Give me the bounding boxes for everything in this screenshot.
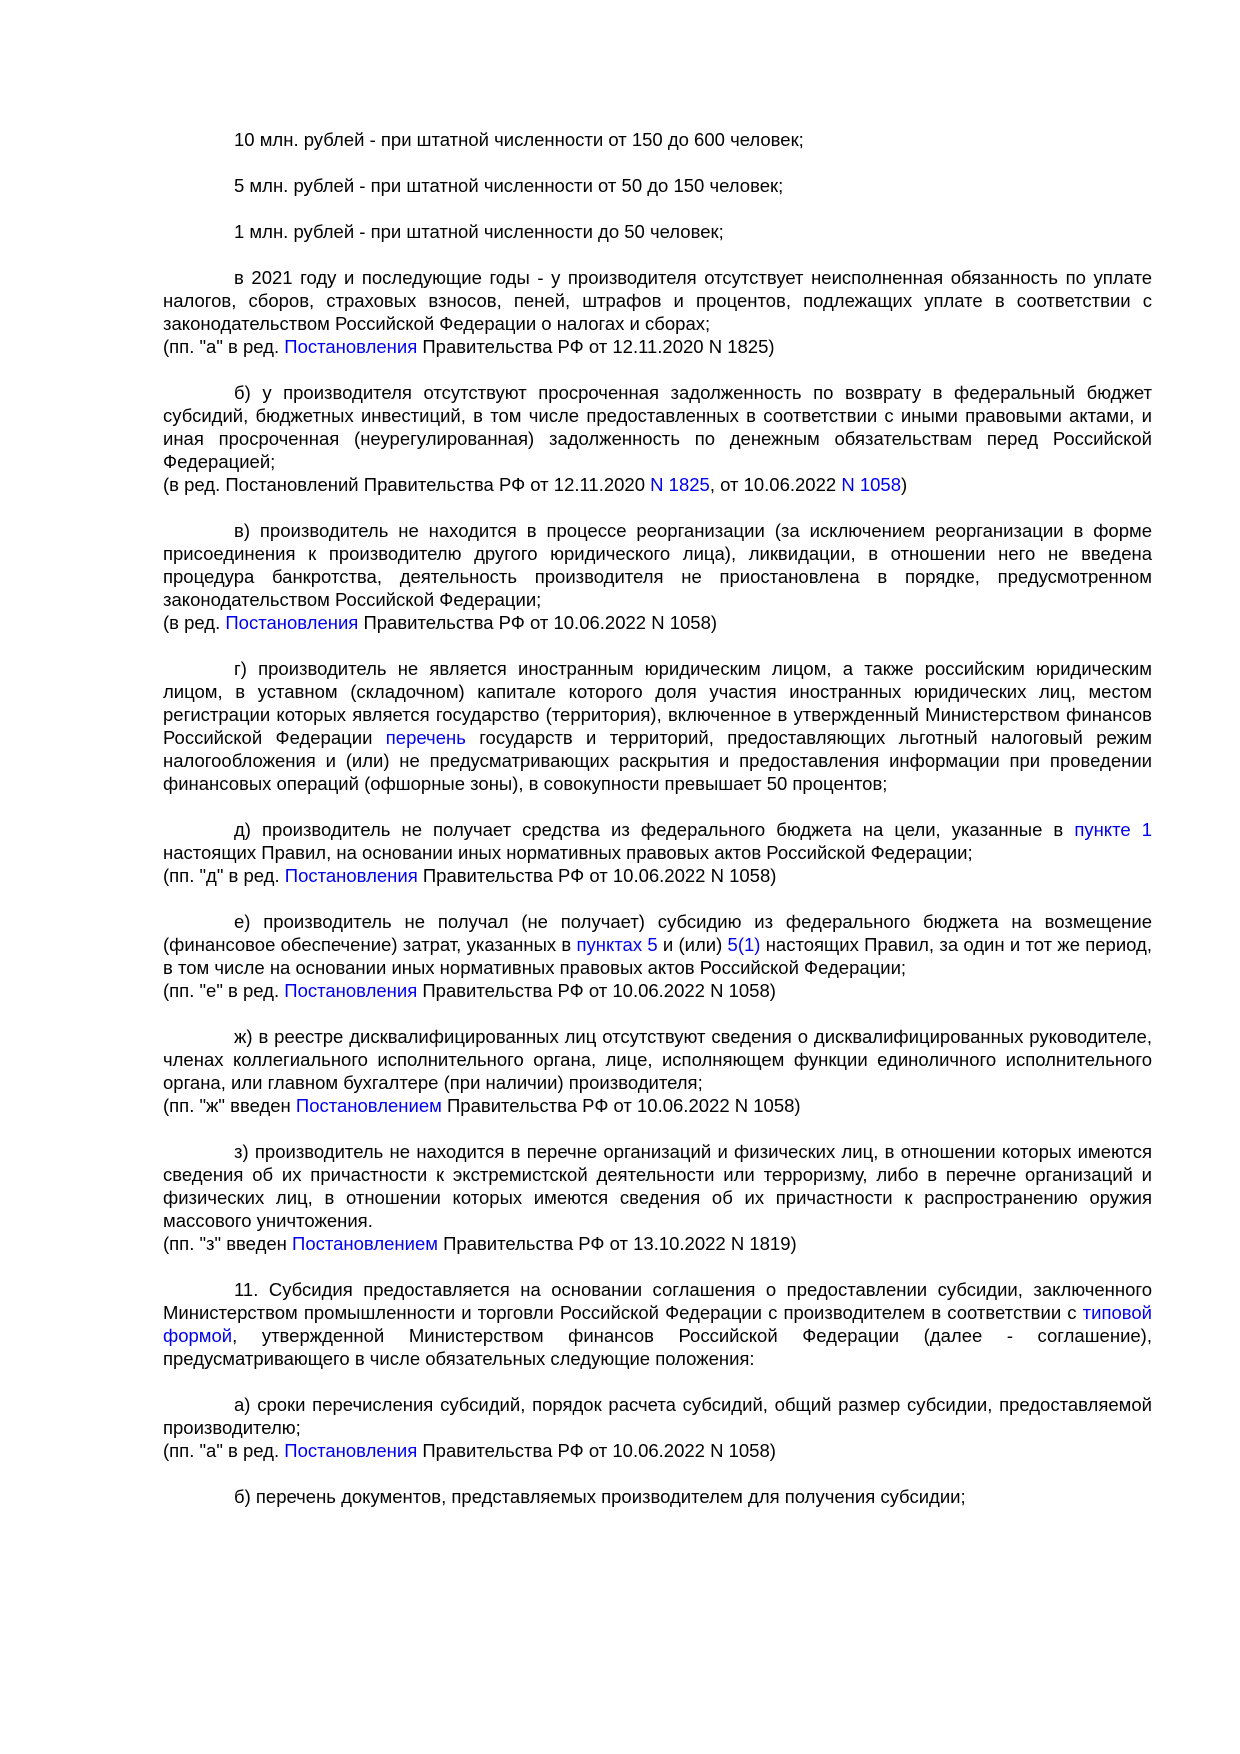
text-segment: б) перечень документов, представляемых производителем для получения субсидии; [234, 1486, 966, 1507]
text-segment: (в ред. [163, 612, 226, 633]
text-segment: Правительства РФ от 10.06.2022 N 1058) [417, 865, 777, 886]
paragraph [163, 381, 1152, 473]
document-link[interactable]: Постановлением [292, 1233, 438, 1254]
text-segment: и (или) [657, 934, 728, 955]
text-segment: в 2021 году и последующие годы - у производителя отсутствует неисполненная обязанность по уплате налогов, сборов, страховых взносов, пеней, штрафов и процентов, подлежащих уплате в соответствии с законодательством Российской Федерации о налогах и сборах; [163, 267, 1152, 334]
edition-note-paragraph [163, 1232, 1152, 1255]
text-segment: (пп. "е" в ред. [163, 980, 285, 1001]
text-segment: настоящих Правил, за один и тот же период, в том числе на основании иных нормативных правовых актов Российской Федерации; [163, 934, 1152, 978]
paragraph [163, 1140, 1152, 1232]
paragraph [163, 1025, 1152, 1094]
text-segment: государств и территорий, предоставляющих льготный налоговый режим налогообложения и (или) не предусматривающих раскрытия и предоставления информации при проведении финансовых операций (офшорные зоны), в совокупности превышает 50 процентов; [163, 727, 1152, 794]
document-link[interactable]: Постановлением [295, 1095, 442, 1116]
paragraph [163, 657, 1152, 795]
text-segment: (пп. "а" в ред. [163, 1440, 285, 1461]
text-segment: Правительства РФ от 13.10.2022 N 1819) [437, 1233, 797, 1254]
text-segment: з) производитель не находится в перечне организаций и физических лиц, в отношении которых имеются сведения об их причастности к экстремистской деятельности или терроризму, либо в перечне организаций и физических лиц, в отношении которых имеются сведения об их причастности к распространению оружия массового уничтожения. [163, 1141, 1152, 1231]
paragraph [163, 174, 1152, 197]
text-segment: Правительства РФ от 10.06.2022 N 1058) [417, 1440, 776, 1461]
text-segment: 11. Субсидия предоставляется на основании соглашения о предоставлении субсидии, заключенного Министерством промышленности и торговли Российской Федерации с производителем в соответствии с [163, 1279, 1152, 1323]
document-link[interactable]: перечень [385, 727, 466, 748]
document-link[interactable]: N 1825 [650, 474, 710, 495]
paragraph [163, 1393, 1152, 1439]
text-segment: (пп. "з" введен [163, 1233, 293, 1254]
paragraph [163, 220, 1152, 243]
text-segment: ) [900, 474, 908, 495]
edition-note-paragraph [163, 1094, 1152, 1117]
text-segment: (пп. "а" в ред. [163, 336, 285, 357]
document-link[interactable]: Постановления [284, 865, 418, 886]
text-segment: , от 10.06.2022 [709, 474, 842, 495]
paragraph [163, 818, 1152, 864]
document-body [163, 128, 1152, 1508]
text-segment: настоящих Правил, на основании иных нормативных правовых актов Российской Федерации; [163, 842, 973, 863]
paragraph [163, 1485, 1152, 1508]
document-link[interactable]: 5(1) [727, 934, 761, 955]
document-link[interactable]: Постановления [284, 1440, 418, 1461]
text-segment: , утвержденной Министерством финансов Российской Федерации (далее - соглашение), предусматривающего в числе обязательных следующие положения: [163, 1325, 1152, 1369]
text-segment: г) производитель не является иностранным юридическим лицом, а также российским юридическим лицом, в уставном (складочном) капитале которого доля участия иностранных юридических лиц, местом регистрации которых является государство (территория), включенное в утвержденный Министерством финансов Российской Федерации [163, 658, 1152, 748]
edition-note-paragraph [163, 979, 1152, 1002]
edition-note-paragraph [163, 1439, 1152, 1462]
document-link[interactable]: Постановления [225, 612, 359, 633]
paragraph [163, 519, 1152, 611]
text-segment: ж) в реестре дисквалифицированных лиц отсутствуют сведения о дисквалифицированных руководителе, членах коллегиального исполнительного органа, лице, исполняющем функции единоличного исполнительного органа, или главном бухгалтере (при наличии) производителя; [163, 1026, 1152, 1093]
text-segment: 1 млн. рублей - при штатной численности до 50 человек; [234, 221, 724, 242]
document-link[interactable]: Постановления [284, 336, 418, 357]
edition-note-paragraph [163, 335, 1152, 358]
document-link[interactable]: пунктах 5 [576, 934, 658, 955]
paragraph [163, 266, 1152, 335]
text-segment: Правительства РФ от 10.06.2022 N 1058) [417, 980, 776, 1001]
text-segment: Правительства РФ от 12.11.2020 N 1825) [417, 336, 775, 357]
text-segment: в) производитель не находится в процессе реорганизации (за исключением реорганизации в форме присоединения к производителю другого юридического лица), ликвидации, в отношении него не введена процедура банкротства, деятельность производителя не приостановлена в порядке, предусмотренном законодательством Российской Федерации; [163, 520, 1152, 610]
document-link[interactable]: типовой формой [163, 1302, 1152, 1346]
text-segment: Правительства РФ от 10.06.2022 N 1058) [358, 612, 718, 633]
edition-note-paragraph [163, 611, 1152, 634]
document-link[interactable]: Постановления [284, 980, 418, 1001]
edition-note-paragraph [163, 473, 1152, 496]
text-segment: 10 млн. рублей - при штатной численности от 150 до 600 человек; [234, 129, 804, 150]
text-segment: б) у производителя отсутствуют просроченная задолженность по возврату в федеральный бюджет субсидий, бюджетных инвестиций, в том числе предоставленных в соответствии с иными правовыми актами, и иная просроченная (неурегулированная) задолженность по денежным обязательствам перед Российской Федерацией; [163, 382, 1152, 472]
paragraph [163, 1278, 1152, 1370]
edition-note-paragraph [163, 864, 1152, 887]
text-segment: 5 млн. рублей - при штатной численности от 50 до 150 человек; [234, 175, 784, 196]
text-segment: (в ред. Постановлений Правительства РФ от 12.11.2020 [163, 474, 651, 495]
text-segment: (пп. "д" в ред. [163, 865, 285, 886]
paragraph [163, 128, 1152, 151]
text-segment: е) производитель не получал (не получает) субсидию из федерального бюджета на возмещение (финансовое обеспечение) затрат, указанных в [163, 911, 1152, 955]
document-link[interactable]: пункте 1 [1074, 819, 1152, 840]
text-segment: д) производитель не получает средства из федерального бюджета на цели, указанные в [234, 819, 1075, 840]
text-segment: (пп. "ж" введен [163, 1095, 296, 1116]
text-segment: Правительства РФ от 10.06.2022 N 1058) [441, 1095, 801, 1116]
paragraph [163, 910, 1152, 979]
text-segment: а) сроки перечисления субсидий, порядок расчета субсидий, общий размер субсидии, предоставляемой производителю; [163, 1394, 1152, 1438]
document-link[interactable]: N 1058 [841, 474, 901, 495]
